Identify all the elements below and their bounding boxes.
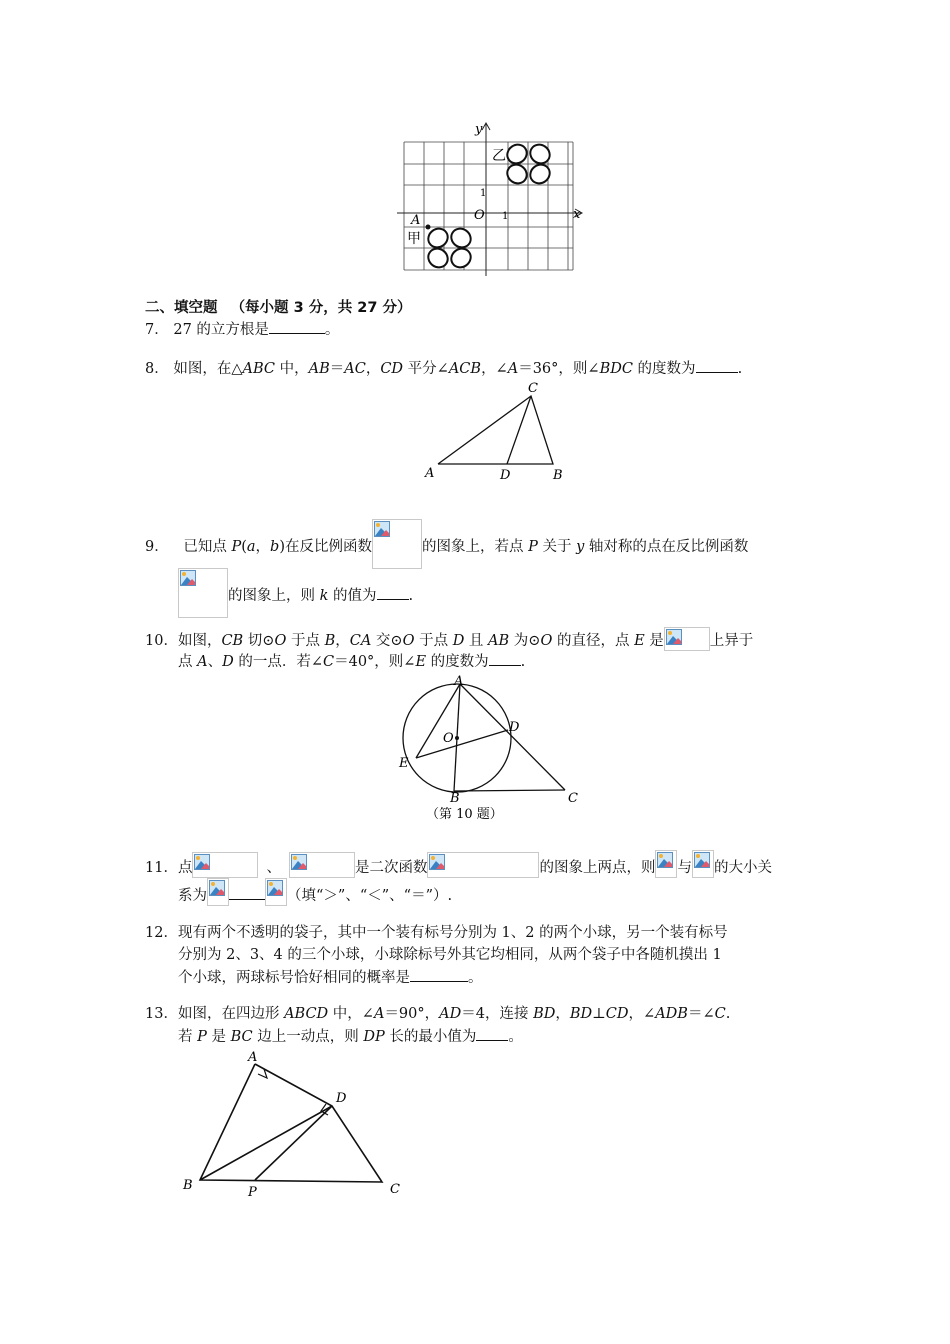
- question-9-line-2: 的图象上，则 k 的值为 .: [178, 568, 413, 618]
- q10-label-o: O: [443, 731, 454, 746]
- broken-image-icon: [194, 854, 210, 870]
- circle-figure-q10: [392, 672, 592, 828]
- q13-label-p: P: [248, 1185, 257, 1200]
- q13-label-d: D: [336, 1091, 347, 1106]
- q10-label-e: E: [399, 756, 409, 771]
- question-10: 10．如图，CB 切⊙O 于点 B，CA 交⊙O 于点 D 且 AB 为⊙O 的直径，点 E 是 上异于: [145, 627, 753, 651]
- q13-number: 13．: [145, 1006, 178, 1022]
- q10-answer-blank: [489, 651, 521, 666]
- jia-label: 甲: [407, 231, 421, 247]
- question-12-line-3: 个小球，两球标号恰好相同的概率是 。: [178, 967, 483, 988]
- q11-function-image: [427, 852, 539, 878]
- q9-answer-blank: [377, 585, 409, 600]
- q10-label-c: C: [568, 791, 578, 806]
- q10-caption: （第 10 题）: [426, 807, 503, 822]
- q11-y2-image: [692, 850, 714, 878]
- question-12-line-2: 分别为 2、3、4 的三个小球，小球除标号外其它均相同，从两个袋子中各随机摸出 1: [178, 947, 722, 963]
- broken-image-icon: [374, 521, 390, 537]
- question-10-line-2: 点 A、D 的一点．若∠C＝40°，则∠E 的度数为 .: [178, 651, 525, 672]
- question-12: 12．现有两个不透明的袋子，其中一个装有标号分别为 1、2 的两个小球，另一个装有标号: [145, 925, 728, 941]
- q8-number: 8．: [145, 361, 169, 377]
- quadrilateral-figure-q13: [178, 1046, 418, 1206]
- q11-y1-image: [655, 850, 677, 878]
- broken-image-icon: [657, 852, 673, 868]
- q9-formula-image-2: [178, 568, 228, 618]
- yi-label: 乙: [492, 148, 506, 164]
- broken-image-icon: [267, 880, 283, 896]
- x-axis-label: x: [573, 207, 581, 222]
- q8-label-b: B: [553, 468, 563, 483]
- q12-answer-blank: [410, 967, 468, 982]
- q10-label-d: D: [509, 720, 520, 735]
- y-axis-label: y: [475, 122, 483, 137]
- q11-number: 11．: [145, 860, 178, 876]
- q10-number: 10．: [145, 633, 178, 649]
- question-7: 7． 27 的立方根是 。: [145, 319, 339, 340]
- q8-label-d: D: [500, 468, 511, 483]
- q8-label-c: C: [528, 381, 538, 396]
- question-11-line-2: 系为 （填“＞”、“＜”、“＝”）.: [178, 878, 452, 906]
- point-a-label: A: [411, 213, 421, 228]
- q12-number: 12．: [145, 925, 178, 941]
- q11-answer-blank: [229, 885, 265, 900]
- question-11: 11．点 、 是二次函数 的图象上两点，则 与 的大小关: [145, 850, 772, 878]
- question-9: 9． 已知点 P(a，b)在反比例函数 的图象上，若点 P 关于 y 轴对称的点在反比例函数: [145, 519, 748, 569]
- q10-label-b: B: [450, 791, 460, 806]
- q9-number: 9．: [145, 539, 169, 555]
- section-title: 二、填空题: [145, 300, 218, 316]
- question-13-line-2: 若 P 是 BC 边上一动点，则 DP 长的最小值为 。: [178, 1026, 523, 1047]
- q8-answer-blank: [696, 358, 738, 373]
- q11-y2-image-2: [265, 878, 287, 906]
- broken-image-icon: [209, 880, 225, 896]
- q11-y1-image-2: [207, 878, 229, 906]
- q7-number: 7．: [145, 322, 169, 338]
- q13-answer-blank: [476, 1026, 508, 1041]
- section-note: （每小题 3 分，共 27 分）: [230, 300, 412, 316]
- question-13: 13．如图，在四边形 ABCD 中，∠A＝90°，AD＝4，连接 BD，BD⊥CD，∠ADB＝∠C.: [145, 1006, 731, 1022]
- broken-image-icon: [429, 854, 445, 870]
- q11-point-1-image: [192, 852, 258, 878]
- broken-image-icon: [666, 629, 682, 645]
- q13-label-c: C: [390, 1182, 400, 1197]
- q10-arc-image: [664, 627, 710, 651]
- q10-label-a: A: [454, 674, 464, 689]
- unit-x-label: 1: [502, 211, 509, 222]
- q13-label-b: B: [183, 1178, 193, 1193]
- broken-image-icon: [180, 570, 196, 586]
- q7-text: 27 的立方根是: [173, 322, 269, 338]
- q11-point-2-image: [289, 852, 355, 878]
- q9-formula-image-1: [372, 519, 422, 569]
- q7-answer-blank: [269, 319, 325, 334]
- triangle-figure-q8: [420, 378, 580, 486]
- origin-label: O: [474, 208, 485, 223]
- broken-image-icon: [694, 852, 710, 868]
- grid-figure: [395, 118, 595, 276]
- question-8: 8． 如图，在△ABC 中，AB＝AC，CD 平分∠ACB，∠A＝36°，则∠BDC 的度数为 .: [145, 358, 742, 379]
- q8-label-a: A: [425, 466, 435, 481]
- section-heading: [145, 298, 412, 318]
- unit-y-label: 1: [480, 188, 487, 199]
- broken-image-icon: [291, 854, 307, 870]
- q13-label-a: A: [248, 1050, 258, 1065]
